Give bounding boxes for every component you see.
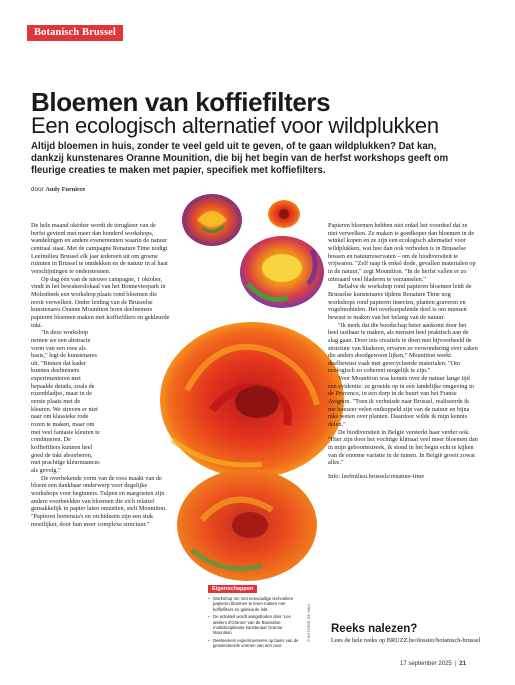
paragraph: De hele maand oktober wordt de terugkeer van de herfst gevierd met meer dan honderd workshops, wandelingen en andere evenementen waarin de natuur centraal staat. Met de campagne Renature Time nodigt Leefmilieu Brussel elk jaar iedereen uit om groene ruimten in Brussel te ontdekken en de natuur in al haar verschijningen te ondersteunen. [31, 222, 169, 275]
paragraph: Voor Mounition was kennis over de natuur lange tijd een evidentie: ze groeide op in een landelijke omgeving in de Provence, in een dorp in de buurt van het Franse Avignon. "Toen ik verhuisde naar Brussel, realiseerde ik me hoezeer velen ontkoppeld zijn van de natuur en bijna niks weten over planten. Daardoor wilde ik mijn kennis delen." [328, 375, 474, 429]
lead-paragraph: Altijd bloemen in huis, zonder te veel geld uit te geven, of te gaan wildplukken? Dat kan, dankzij kunstenares Oranne Mounition, die bij het begin van de herfst workshops geeft om fleurige creaties te maken met papier, specifiek met koffiefilters. [31, 141, 449, 177]
info-box-item: • Deelnemers experimenteren op basis van de geselecteerde vormen van een roos [208, 638, 300, 649]
paragraph: De overbekende vorm van de roos maakt van de bloem een dankbaar onderwerp voor degelijke workshops voor beginners. Tulpen en margrieten zijn andere voorbeelden van bloemen die zich relatief gemakkelijk in papier laten omzetten, stelt Mounition. "Papieren hortensia's en orchideeën zijn een stuk moeilijker, door hun meer complexe structuur." [31, 474, 167, 528]
info-link[interactable]: Info: leefmilieu.brussels/renature-time [328, 473, 425, 480]
info-box-item: • Workshop om met eenvoudige technieken papieren bloemen te leren maken met koffiefilters en gekleurde inkt [208, 596, 300, 612]
series-link[interactable]: Lees de hele reeks op BRUZZ.be/dossier/botanisch-brussel [331, 637, 481, 644]
paragraph: Papieren bloemen hebben niet enkel het voordeel dat ze niet verwelken. Ze maken is goedkoper dan bloemen in de winkel kopen en ze zijn een ecologisch alternatief voor wildplukken, wat hoe dan ook verboden is in Brusselse bossen en natuurreservaten – om de biodiversiteit te vrijwaren. "Zelf raap ik enkel dode, gevallen materialen op in de natuur," zegt Mounition. "In de herfst vallen er zo uiteraard veel bladeren te verzamelen." [328, 222, 476, 283]
photo-credit [303, 586, 313, 642]
series-box [331, 623, 481, 645]
paragraph: "In deze workshop nemen we een abstracte vorm van een roos als basis," legt de kunstenares uit. "Binnen dat kader kunnen deelnemers experimenteren met hepaalde details, zoals de rozenbladjes, maar in de eerste plaats met de kleuren. We streven er niet naar om klassieke rode rozen te maken, maar om met veel fantasie kleuren te combineren. De koffiefilters kunnen heel goed de inkt absorberen, met prachtige kleurnuances als gevolg." [31, 329, 100, 474]
series-title: Reeks nalezen? [331, 623, 418, 635]
article-column-right [328, 222, 478, 481]
info-box-list [208, 596, 300, 649]
footer-separator: | [454, 661, 457, 667]
info-box [208, 577, 300, 649]
headline: Bloemen van koffiefilters [31, 87, 331, 117]
byline [31, 186, 85, 193]
issue-date: 17 september 2025 [400, 661, 452, 667]
paragraph: Op dag één van de nieuwe campagne, 1 oktober, vindt in het bewakerslokaal van het Bonnevieepark in Molenbeek een workshop plaats rond bloemen die nooit verwelken. Onder leiding van de Brusselse kunstenares Oranne Mounition leren deelnemers papieren bloemen maken met koffiefilters en gekleurde inkt. [31, 275, 170, 329]
section-tag: Botanisch Brussel [27, 25, 123, 41]
flower-yellow [240, 236, 324, 308]
byline-author: Andy Furniere [45, 186, 86, 193]
info-box-item: • De activiteit wordt aangeboden door 'Les ateliers d'Oranne' van de Brusselse multidisciplinaire kunstenaar Oranne Mounition [208, 614, 300, 636]
paragraph: Behalve de workshop rond papieren bloemen leidt de Brusselse kunstenares tijdens Renature Time nog workshops rond papieren insecten, planten graveren en vogelmobielen. Het overkoepelende doel is om mensen bewust te maken van het belang van de natuur. [328, 283, 472, 321]
svg-text:© ANTOINE DE MAN: © ANTOINE DE MAN [306, 603, 311, 642]
flower-lower-orange [177, 469, 317, 581]
paragraph: "Ik merk dat die boodschap beter aankomt door het heel tastbaar te maken, als mensen heel praktisch aan de slag gaan. Door iets creatiefs te doen met bijvoorbeeld de structuur van bladeren, ervaren ze verwondering over zaken die anders doodgewoon lijken," Mounition werkt doelbewust vaak met gerecycleerde materialen. "Om ecologisch zo coherent mogelijk te zijn." [328, 321, 478, 375]
byline-prefix: door [31, 186, 44, 193]
subheadline: Een ecologisch alternatief voor wildplukken [31, 113, 439, 138]
article-column-left [31, 222, 171, 528]
info-box-title: Eigenschappen [208, 585, 257, 593]
page-footer [400, 661, 466, 667]
page-number: 21 [459, 661, 466, 667]
flower-tiny-right [268, 200, 300, 228]
flower-large-red [160, 322, 344, 478]
paragraph: De biodiversiteit in België versterkt haar verder ook. "Hier zijn door het vochtige klimaat veel meer bloemen dan in mijn geboortestreek, ik stond in het begin echt te kijken van de enorme variatie in de tuinen. In België groeit zowat alles." [328, 428, 478, 467]
flower-small-top [182, 194, 242, 246]
